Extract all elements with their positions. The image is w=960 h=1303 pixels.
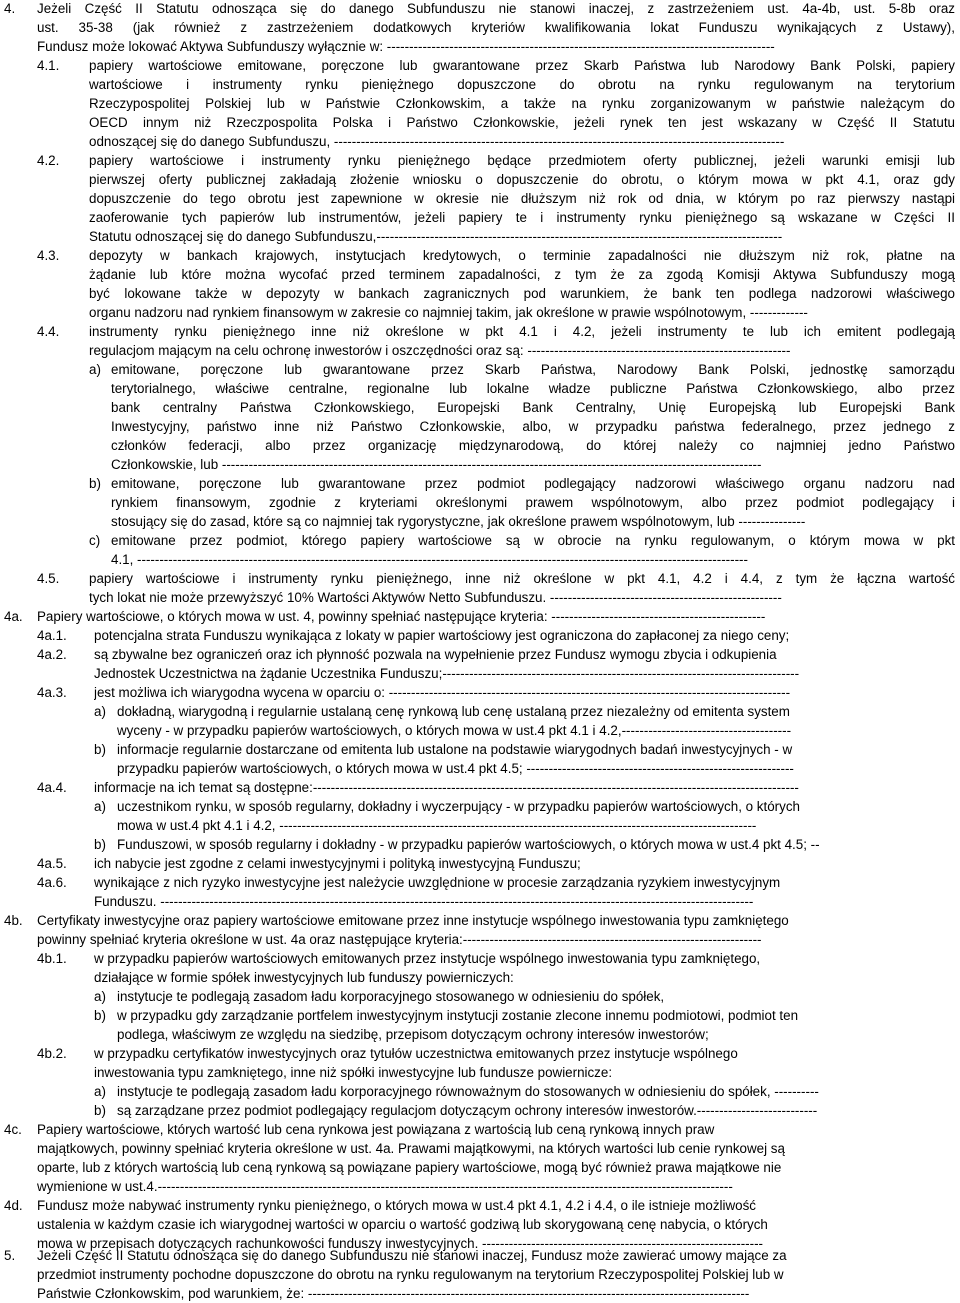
item-number: 4a.1. bbox=[37, 628, 67, 643]
text-line: emitowane, poręczone lub gwarantowane przez Skarb Państwa, Narodowy Bank Polski, jednostkę samorządu bbox=[111, 362, 955, 377]
item-number: 4a.4. bbox=[37, 780, 67, 795]
item-number: 4a.2. bbox=[37, 647, 67, 662]
text-line: wyceny - w przypadku papierów wartościowych, o których mowa w ust.4 pkt 4.1 i 4.2,-------------------------------------- bbox=[117, 723, 792, 738]
text-line: terytorialnego, właściwe centralne, regionalne lub lokalne władze publiczne Państwa Członkowskiego, albo przez bbox=[111, 381, 955, 396]
item-number: 4b. bbox=[4, 913, 23, 928]
text-line: OECD innym niż Rzeczpospolita Polska i Państwo Członkowskie, jeżeli rynek ten jest wskazany w Część II Statutu bbox=[89, 115, 955, 130]
text-line: majątkowych, powinny spełniać kryteria określone w ust. 4a. Prawami majątkowymi, na których wartości lub cenie rynkowej są bbox=[37, 1141, 785, 1156]
text-line: podlega, właściwym ze względu na siedzibę, przepisom dotyczącym ochrony interesów inwestorów; bbox=[117, 1027, 709, 1042]
text-line: Papiery wartościowe, których wartość lub cena rynkowa jest powiązana z wartością lub ceną rynkową innych praw bbox=[37, 1122, 715, 1137]
item-number: 4a.6. bbox=[37, 875, 67, 890]
text-line: Funduszu. ------------------------------------------------------------------------------------------------------------------------------------- bbox=[94, 894, 754, 909]
text-line: zaoferowanie tych papierów lub instrumentów, jeżeli papiery te i instrumenty rynku pieniężnego są wskazane w Części II bbox=[89, 210, 955, 225]
item-number: 4.5. bbox=[37, 571, 60, 586]
text-line: organu nadzoru nad rynkiem finansowym w zakresie co najmniej takim, jak określone w prawie wspólnotowym, ------------- bbox=[89, 305, 808, 320]
text-line: regulacjom mającym na celu ochronę inwestorów i oszczędności oraz są: ----------------------------------------------------------- bbox=[89, 343, 791, 358]
text-line: Papiery wartościowe, o których mowa w ust. 4, powinny spełniać następujące kryteria: ------------------------------------------------ bbox=[37, 609, 766, 624]
text-line: papiery wartościowe i instrumenty rynku pieniężnego, inne niż określone w pkt 4.1, 4.2 i 4.4, z tym że łączna wartość bbox=[89, 571, 955, 586]
subitem-letter: b) bbox=[89, 476, 101, 491]
text-line: Certyfikaty inwestycyjne oraz papiery wartościowe emitowane przez inne instytucje wspólnego inwestowania typu zamkniętego bbox=[37, 913, 789, 928]
text-line: mowa w ust.4 pkt 4.1 i 4.2, ----------------------------------------------------------------------------------------------------------- bbox=[117, 818, 757, 833]
text-line: papiery wartościowe emitowane, poręczone lub gwarantowane przez Skarb Państwa lub Narodowy Bank Polski, papiery bbox=[89, 58, 955, 73]
text-line: wartościowe i instrumenty rynku pieniężnego dopuszczone do obrotu na rynku regulowanym na terytorium bbox=[89, 77, 955, 92]
text-line: Inwestycyjny, państwo inne niż Państwo Członkowskie, albo, w przypadku państwa federalnego, przez jednego z bbox=[111, 419, 955, 434]
subitem-letter: b) bbox=[94, 742, 106, 757]
text-line: dopuszczenie do tego obrotu jest zapewnione w okresie nie dłuższym niż rok od dnia, w którym po raz pierwszy nastąpi bbox=[89, 191, 955, 206]
subitem-letter: b) bbox=[94, 1008, 106, 1023]
text-line: tych lokat nie może przewyższyć 10% Wartości Aktywów Netto Subfunduszu. ---------------------------------------------------- bbox=[89, 590, 782, 605]
text-line: pierwszej oferty publicznej zakładają złożenie wniosku o dopuszczenie do obrotu, o którym mowa w pkt 4.1, oraz gdy bbox=[89, 172, 955, 187]
subitem-letter: a) bbox=[94, 704, 106, 719]
text-line: powinny spełniać kryteria określone w ust. 4a oraz następujące kryteria:------------------------------------------------------------------- bbox=[37, 932, 762, 947]
item-number: 4d. bbox=[4, 1198, 23, 1213]
text-line: potencjalna strata Funduszu wynikająca z lokaty w papier wartościowy jest ograniczona do zapłaconej za niego ceny; bbox=[94, 628, 790, 643]
item-number: 4.1. bbox=[37, 58, 60, 73]
text-line: Jeżeli Część II Statutu odnosząca się do danego Subfunduszu nie stanowi inaczej, z zastrzeżeniem ust. 4a-4b, ust. 5-8b oraz bbox=[37, 1, 955, 16]
subitem-letter: b) bbox=[94, 1103, 106, 1118]
subitem-letter: a) bbox=[94, 1084, 106, 1099]
item-number: 4a.5. bbox=[37, 856, 67, 871]
item-number: 5. bbox=[4, 1248, 16, 1263]
text-line: bank centralny Państwa Członkowskiego, Europejski Bank Centralny, Unię Europejską lub Europejski Bank bbox=[111, 400, 955, 415]
text-line: przedmiot instrumenty pochodne dopuszczone do obrotu na rynku regulowanym na terytorium Rzeczypospolitej Polskiej lub w bbox=[37, 1267, 784, 1282]
text-line: są zarządzane przez podmiot podlegający regulacjom dotyczącym ochrony interesów inwestorów.--------------------------- bbox=[117, 1103, 818, 1118]
text-line: ust. 35-38 (jak również z zastrzeżeniem dodatkowych kryteriów kwalifikowania lokat Funduszu wynikających z Ustawy), bbox=[37, 20, 955, 35]
text-line: Państwie Członkowskim, pod warunkiem, że: --------------------------------------------------------------------------------------------------- bbox=[37, 1286, 750, 1301]
text-line: emitowane, poręczone lub gwarantowane przez podmiot podlegający nadzorowi właściwego organu nadzoru nad bbox=[111, 476, 955, 491]
text-line: 4.1, ----------------------------------------------------------------------------------------------------------------------------------------- bbox=[111, 552, 748, 567]
text-line: dokładną, wiarygodną i regularnie ustalaną cenę rynkową lub cenę ustalaną przez niezależny od emitenta system bbox=[117, 704, 790, 719]
text-line: stosujący się do zasad, które są co najmniej tak rygorystyczne, jak określone prawem wspólnotowym, lub --------------- bbox=[111, 514, 806, 529]
text-line: być lokowane także w depozyty w bankach zagranicznych pod warunkiem, że bank ten podlega nadzorowi właściwego bbox=[89, 286, 955, 301]
subitem-letter: a) bbox=[94, 799, 106, 814]
text-line: są zbywalne bez ograniczeń oraz ich płynność pozwala na wypełnienie przez Fundusz wymogu zbycia i odkupienia bbox=[94, 647, 777, 662]
text-line: Rzeczypospolitej Polskiej lub w Państwie Członkowskim, a także na rynku zorganizowanym w państwie należącym do bbox=[89, 96, 955, 111]
subitem-letter: c) bbox=[89, 533, 101, 548]
text-line: Fundusz może nabywać instrumenty rynku pieniężnego, o których mowa w ust.4 pkt 4.1, 4.2 i 4.4, o ile istnieje możliwość bbox=[37, 1198, 756, 1213]
item-number: 4. bbox=[4, 1, 16, 16]
text-line: przypadku papierów wartościowych, o których mowa w ust.4 pkt 4.5; ------------------------------------------------------------ bbox=[117, 761, 794, 776]
text-line: informacje na ich temat są dostępne:------------------------------------------------------------------------------------------------------------- bbox=[94, 780, 799, 795]
item-number: 4b.2. bbox=[37, 1046, 67, 1061]
text-line: w przypadku gdy zarządzanie portfelem inwestycyjnym instytucji zostanie zlecone innemu podmiotowi, podmiot ten bbox=[117, 1008, 799, 1023]
text-line: emitowane przez podmiot, którego papiery wartościowe są w obrocie na rynku regulowanym, o którym mowa w pkt bbox=[111, 533, 955, 548]
item-number: 4a.3. bbox=[37, 685, 67, 700]
text-line: wymienione w ust.4.--------------------------------------------------------------------------------------------------------------------------------- bbox=[37, 1179, 733, 1194]
text-line: wynikające z nich ryzyko inwestycyjne jest należycie uwzględnione w procesie zarządzania ryzykiem inwestycyjnym bbox=[94, 875, 781, 890]
text-line: papiery wartościowe i instrumenty rynku pieniężnego będące przedmiotem oferty publicznej, jeżeli warunki emisji lub bbox=[89, 153, 955, 168]
text-line: oparte, lub z których wartością lub ceną rynkową są powiązane papiery wartościowe, mogą być również prawa majątkowe nie bbox=[37, 1160, 782, 1175]
text-line: depozyty w bankach krajowych, instytucjach kredytowych, o terminie zapadalności nie dłuższym niż rok, płatne na bbox=[89, 248, 955, 263]
text-line: instytucje te podlegają zasadom ładu korporacyjnego stosowanego w odniesieniu do spółek, bbox=[117, 989, 665, 1004]
text-line: Statutu odnoszącej się do danego Subfunduszu,------------------------------------------------------------------------------------------- bbox=[89, 229, 783, 244]
text-line: Jeżeli Część II Statutu odnosząca się do danego Subfunduszu nie stanowi inaczej, Fundusz może zawierać umowy mające za bbox=[37, 1248, 787, 1263]
subitem-letter: a) bbox=[94, 989, 106, 1004]
text-line: inwestowania typu zamkniętego, inne niż spółki inwestycyjne lub fundusze powiernicze: bbox=[94, 1065, 613, 1080]
text-line: Funduszowi, w sposób regularny i dokładny - w przypadku papierów wartościowych, o których mowa w ust.4 pkt 4.5; -- bbox=[117, 837, 820, 852]
text-line: instytucje te podlegają zasadom ładu korporacyjnego równoważnym do stosowanych w odniesieniu do spółek, ---------- bbox=[117, 1084, 819, 1099]
subitem-letter: b) bbox=[94, 837, 106, 852]
text-line: działające w formie spółek inwestycyjnych lub funduszy powierniczych: bbox=[94, 970, 514, 985]
text-line: członków federacji, albo przez organizację międzynarodową, do której należy co najmniej jedno Państwo bbox=[111, 438, 955, 453]
item-number: 4b.1. bbox=[37, 951, 67, 966]
text-line: żądanie lub które można wycofać przed terminem zapadalności, z tym że za zgodą Komisji Aktywa Subfunduszy mogą bbox=[89, 267, 955, 282]
text-line: ich nabycie jest zgodne z celami inwestycyjnymi i polityką inwestycyjną Funduszu; bbox=[94, 856, 581, 871]
item-number: 4.2. bbox=[37, 153, 60, 168]
item-number: 4.3. bbox=[37, 248, 60, 263]
item-number: 4.4. bbox=[37, 324, 60, 339]
text-line: w przypadku certyfikatów inwestycyjnych oraz tytułów uczestnictwa emitowanych przez instytucje wspólnego bbox=[94, 1046, 738, 1061]
text-line: w przypadku papierów wartościowych emitowanych przez instytucje wspólnego inwestowania typu zamkniętego, bbox=[94, 951, 761, 966]
subitem-letter: a) bbox=[89, 362, 101, 377]
item-number: 4a. bbox=[4, 609, 23, 624]
text-line: instrumenty rynku pieniężnego inne niż określone w pkt 4.1 i 4.2, jeżeli instrumenty te lub ich emitent podlegają bbox=[89, 324, 955, 339]
text-line: ustalenia w każdym czasie ich wiarygodnej wartości w oparciu o wartość godziwą lub skorygowaną cenę nabycia, o których bbox=[37, 1217, 768, 1232]
text-line: Fundusz może lokować Aktywa Subfunduszy wyłącznie w: --------------------------------------------------------------------------------------- bbox=[37, 39, 775, 54]
text-line: informacje regularnie dostarczane od emitenta lub ustalone na podstawie wiarygodnych badań inwestycyjnych - w bbox=[117, 742, 793, 757]
item-number: 4c. bbox=[4, 1122, 22, 1137]
text-line: mowa w przepisach dotyczących rachunkowości funduszy inwestycyjnych. --------------------------------------------------------------- bbox=[37, 1236, 763, 1251]
text-line: rynkiem finansowym, zgodnie z kryteriami określonymi prawem wspólnotowym, albo przez podmiot podlegający i bbox=[111, 495, 955, 510]
text-line: odnoszącej się do danego Subfunduszu, ----------------------------------------------------------------------------------------------------- bbox=[89, 134, 785, 149]
text-line: Członkowskie, lub ------------------------------------------------------------------------------------------------------------------------- bbox=[111, 457, 762, 472]
text-line: uczestnikom rynku, w sposób regularny, dokładny i wyczerpujący - w przypadku papierów wartościowych, o których bbox=[117, 799, 800, 814]
text-line: Jednostek Uczestnictwa na żądanie Uczestnika Funduszu;-------------------------------------------------------------------------------- bbox=[94, 666, 800, 681]
text-line: jest możliwa ich wiarygodna wycena w oparciu o: ------------------------------------------------------------------------------------------ bbox=[94, 685, 791, 700]
